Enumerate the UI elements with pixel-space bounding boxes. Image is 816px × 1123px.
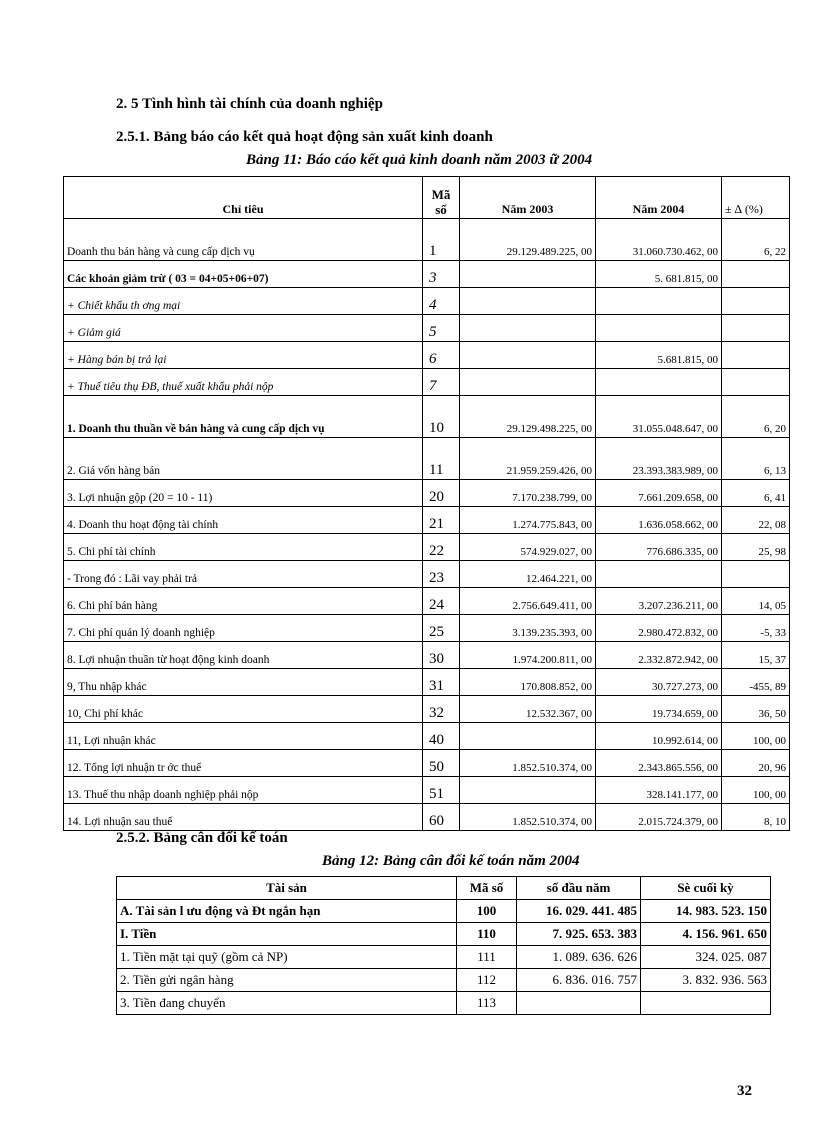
row-label: A. Tài sản l ưu động và Đt ngắn hạn (117, 900, 457, 923)
value-2003 (460, 777, 596, 804)
table-header-row (117, 877, 771, 900)
page-number: 32 (737, 1083, 752, 1099)
value-change (722, 315, 790, 342)
row-label: 1. Tiền mặt tại quỹ (gồm cả NP) (117, 946, 457, 969)
value-2003: 12.532.367, 00 (460, 696, 596, 723)
table-row (117, 946, 771, 969)
value-2003: 170.808.852, 00 (460, 669, 596, 696)
row-label: 9, Thu nhập khác (64, 669, 423, 696)
value-2003 (460, 288, 596, 315)
value-2003: 7.170.238.799, 00 (460, 480, 596, 507)
row-code: 60 (423, 804, 460, 831)
value-2004: 2.015.724.379, 00 (596, 804, 722, 831)
table-row (64, 288, 790, 315)
row-code: 11 (423, 438, 460, 480)
table-row (64, 396, 790, 438)
row-code: 30 (423, 642, 460, 669)
income-statement-table (63, 176, 790, 831)
value-begin: 1. 089. 636. 626 (517, 946, 641, 969)
table-row (117, 900, 771, 923)
row-label: + Hàng bán bị trả lại (64, 342, 423, 369)
row-code: 10 (423, 396, 460, 438)
value-end (641, 992, 771, 1015)
header-2003: Năm 2003 (460, 177, 596, 219)
row-code: 22 (423, 534, 460, 561)
table-row (64, 561, 790, 588)
table-row (64, 369, 790, 396)
value-2003: 12.464.221, 00 (460, 561, 596, 588)
value-2004: 23.393.383.989, 00 (596, 438, 722, 480)
row-code: 4 (423, 288, 460, 315)
table-row (64, 261, 790, 288)
value-change: 25, 98 (722, 534, 790, 561)
row-code: 23 (423, 561, 460, 588)
value-2003: 21.959.259.426, 00 (460, 438, 596, 480)
header-code: Mã số (457, 877, 517, 900)
value-end: 14. 983. 523. 150 (641, 900, 771, 923)
header-begin: số đầu năm (517, 877, 641, 900)
value-change: 100, 00 (722, 723, 790, 750)
row-code: 7 (423, 369, 460, 396)
table-row (64, 342, 790, 369)
value-change: 22, 08 (722, 507, 790, 534)
value-change: 6, 41 (722, 480, 790, 507)
value-end: 3. 832. 936. 563 (641, 969, 771, 992)
value-begin: 16. 029. 441. 485 (517, 900, 641, 923)
value-2003 (460, 342, 596, 369)
table-row (64, 315, 790, 342)
value-change (722, 261, 790, 288)
value-2003: 29.129.498.225, 00 (460, 396, 596, 438)
row-code: 21 (423, 507, 460, 534)
value-2004: 5. 681.815, 00 (596, 261, 722, 288)
row-label: 11, Lợi nhuận khác (64, 723, 423, 750)
row-label: 3. Tiền đang chuyển (117, 992, 457, 1015)
table-row (64, 804, 790, 831)
row-label: I. Tiền (117, 923, 457, 946)
value-2004 (596, 315, 722, 342)
table-header-row (64, 177, 790, 219)
value-change: 100, 00 (722, 777, 790, 804)
value-end: 4. 156. 961. 650 (641, 923, 771, 946)
row-label: 10, Chi phí khác (64, 696, 423, 723)
table-row (64, 534, 790, 561)
table-12-caption: Bảng 12: Bảng cân đối kế toán năm 2004 (322, 853, 580, 869)
row-code: 40 (423, 723, 460, 750)
value-change: -5, 33 (722, 615, 790, 642)
row-label: 3. Lợi nhuận gộp (20 = 10 - 11) (64, 480, 423, 507)
value-change: 8, 10 (722, 804, 790, 831)
value-end: 324. 025. 087 (641, 946, 771, 969)
row-label: 14. Lợi nhuận sau thuế (64, 804, 423, 831)
row-label: 5. Chi phí tài chính (64, 534, 423, 561)
row-label: 12. Tổng lợi nhuận tr ớc thuế (64, 750, 423, 777)
value-change (722, 561, 790, 588)
subsection-heading-balance: 2.5.2. Bảng cân đối kế toán (116, 830, 288, 846)
row-code: 112 (457, 969, 517, 992)
value-begin: 7. 925. 653. 383 (517, 923, 641, 946)
value-2004: 2.343.865.556, 00 (596, 750, 722, 777)
row-code: 100 (457, 900, 517, 923)
table-row (64, 438, 790, 480)
row-code: 5 (423, 315, 460, 342)
value-2003: 29.129.489.225, 00 (460, 219, 596, 261)
value-2003 (460, 723, 596, 750)
row-code: 110 (457, 923, 517, 946)
table-row (64, 642, 790, 669)
value-2003: 3.139.235.393, 00 (460, 615, 596, 642)
table-row (64, 219, 790, 261)
value-change: -455, 89 (722, 669, 790, 696)
value-2004 (596, 561, 722, 588)
value-2004: 31.060.730.462, 00 (596, 219, 722, 261)
table-row (64, 696, 790, 723)
row-code: 50 (423, 750, 460, 777)
table-row (117, 969, 771, 992)
row-code: 20 (423, 480, 460, 507)
value-change: 14, 05 (722, 588, 790, 615)
value-2003: 1.852.510.374, 00 (460, 750, 596, 777)
value-2004: 3.207.236.211, 00 (596, 588, 722, 615)
value-2004: 31.055.048.647, 00 (596, 396, 722, 438)
table-row (64, 507, 790, 534)
value-2004 (596, 369, 722, 396)
table-row (64, 480, 790, 507)
table-row (117, 992, 771, 1015)
value-change: 6, 22 (722, 219, 790, 261)
balance-sheet-table (116, 876, 771, 1015)
value-2004: 2.332.872.942, 00 (596, 642, 722, 669)
row-label: 8. Lợi nhuận thuần từ hoạt động kinh doanh (64, 642, 423, 669)
table-row (117, 923, 771, 946)
value-change: 36, 50 (722, 696, 790, 723)
row-code: 32 (423, 696, 460, 723)
value-2004: 1.636.058.662, 00 (596, 507, 722, 534)
row-code: 3 (423, 261, 460, 288)
row-label: 1. Doanh thu thuần về bán hàng và cung cấp dịch vụ (64, 396, 423, 438)
table-row (64, 669, 790, 696)
value-2004: 2.980.472.832, 00 (596, 615, 722, 642)
table-row (64, 615, 790, 642)
table-row (64, 588, 790, 615)
subsection-heading-income: 2.5.1. Bảng báo cáo kết quả hoạt động sản xuất kinh doanh (116, 129, 493, 145)
row-label: + Thuế tiêu thụ ĐB, thuế xuất khẩu phải nộp (64, 369, 423, 396)
value-2003 (460, 369, 596, 396)
row-label: Doanh thu bán hàng và cung cấp dịch vụ (64, 219, 423, 261)
table-row (64, 750, 790, 777)
row-code: 1 (423, 219, 460, 261)
header-item: Chỉ tiêu (64, 177, 423, 219)
row-code: 25 (423, 615, 460, 642)
row-label: Các khoản giảm trừ ( 03 = 04+05+06+07) (64, 261, 423, 288)
value-change (722, 342, 790, 369)
row-code: 51 (423, 777, 460, 804)
row-code: 6 (423, 342, 460, 369)
value-2004: 328.141.177, 00 (596, 777, 722, 804)
value-2003 (460, 261, 596, 288)
value-2003: 574.929.027, 00 (460, 534, 596, 561)
value-change: 20, 96 (722, 750, 790, 777)
row-code: 113 (457, 992, 517, 1015)
header-end: Sè cuối kỳ (641, 877, 771, 900)
value-begin: 6. 836. 016. 757 (517, 969, 641, 992)
value-begin (517, 992, 641, 1015)
header-code: Mã số (423, 177, 460, 219)
value-2003: 1.974.200.811, 00 (460, 642, 596, 669)
value-change (722, 288, 790, 315)
value-change: 6, 13 (722, 438, 790, 480)
section-heading: 2. 5 Tình hình tài chính của doanh nghiệp (116, 96, 383, 112)
value-2004: 19.734.659, 00 (596, 696, 722, 723)
row-code: 31 (423, 669, 460, 696)
value-2004: 30.727.273, 00 (596, 669, 722, 696)
table-11-caption: Bảng 11: Báo cáo kết quả kinh doanh năm 2003 ữ 2004 (246, 152, 593, 168)
row-label: + Giảm giá (64, 315, 423, 342)
row-label: + Chiết khấu th ơng mại (64, 288, 423, 315)
value-2003: 1.274.775.843, 00 (460, 507, 596, 534)
row-label: - Trong đó : Lãi vay phải trả (64, 561, 423, 588)
row-label: 2. Tiền gửi ngân hàng (117, 969, 457, 992)
value-2004: 776.686.335, 00 (596, 534, 722, 561)
value-2003: 1.852.510.374, 00 (460, 804, 596, 831)
value-2004 (596, 288, 722, 315)
value-change: 15, 37 (722, 642, 790, 669)
row-label: 6. Chi phí bán hàng (64, 588, 423, 615)
header-asset: Tài sản (117, 877, 457, 900)
table-row (64, 723, 790, 750)
row-code: 24 (423, 588, 460, 615)
value-2003: 2.756.649.411, 00 (460, 588, 596, 615)
value-change: 6, 20 (722, 396, 790, 438)
header-2004: Năm 2004 (596, 177, 722, 219)
header-change: ± ∆ (%) (722, 177, 790, 219)
value-change (722, 369, 790, 396)
value-2004: 10.992.614, 00 (596, 723, 722, 750)
row-label: 2. Giá vốn hàng bán (64, 438, 423, 480)
row-label: 7. Chi phí quản lý doanh nghiệp (64, 615, 423, 642)
value-2004: 5.681.815, 00 (596, 342, 722, 369)
table-row (64, 777, 790, 804)
row-label: 13. Thuế thu nhập doanh nghiệp phải nộp (64, 777, 423, 804)
value-2003 (460, 315, 596, 342)
row-code: 111 (457, 946, 517, 969)
value-2004: 7.661.209.658, 00 (596, 480, 722, 507)
row-label: 4. Doanh thu hoạt động tài chính (64, 507, 423, 534)
